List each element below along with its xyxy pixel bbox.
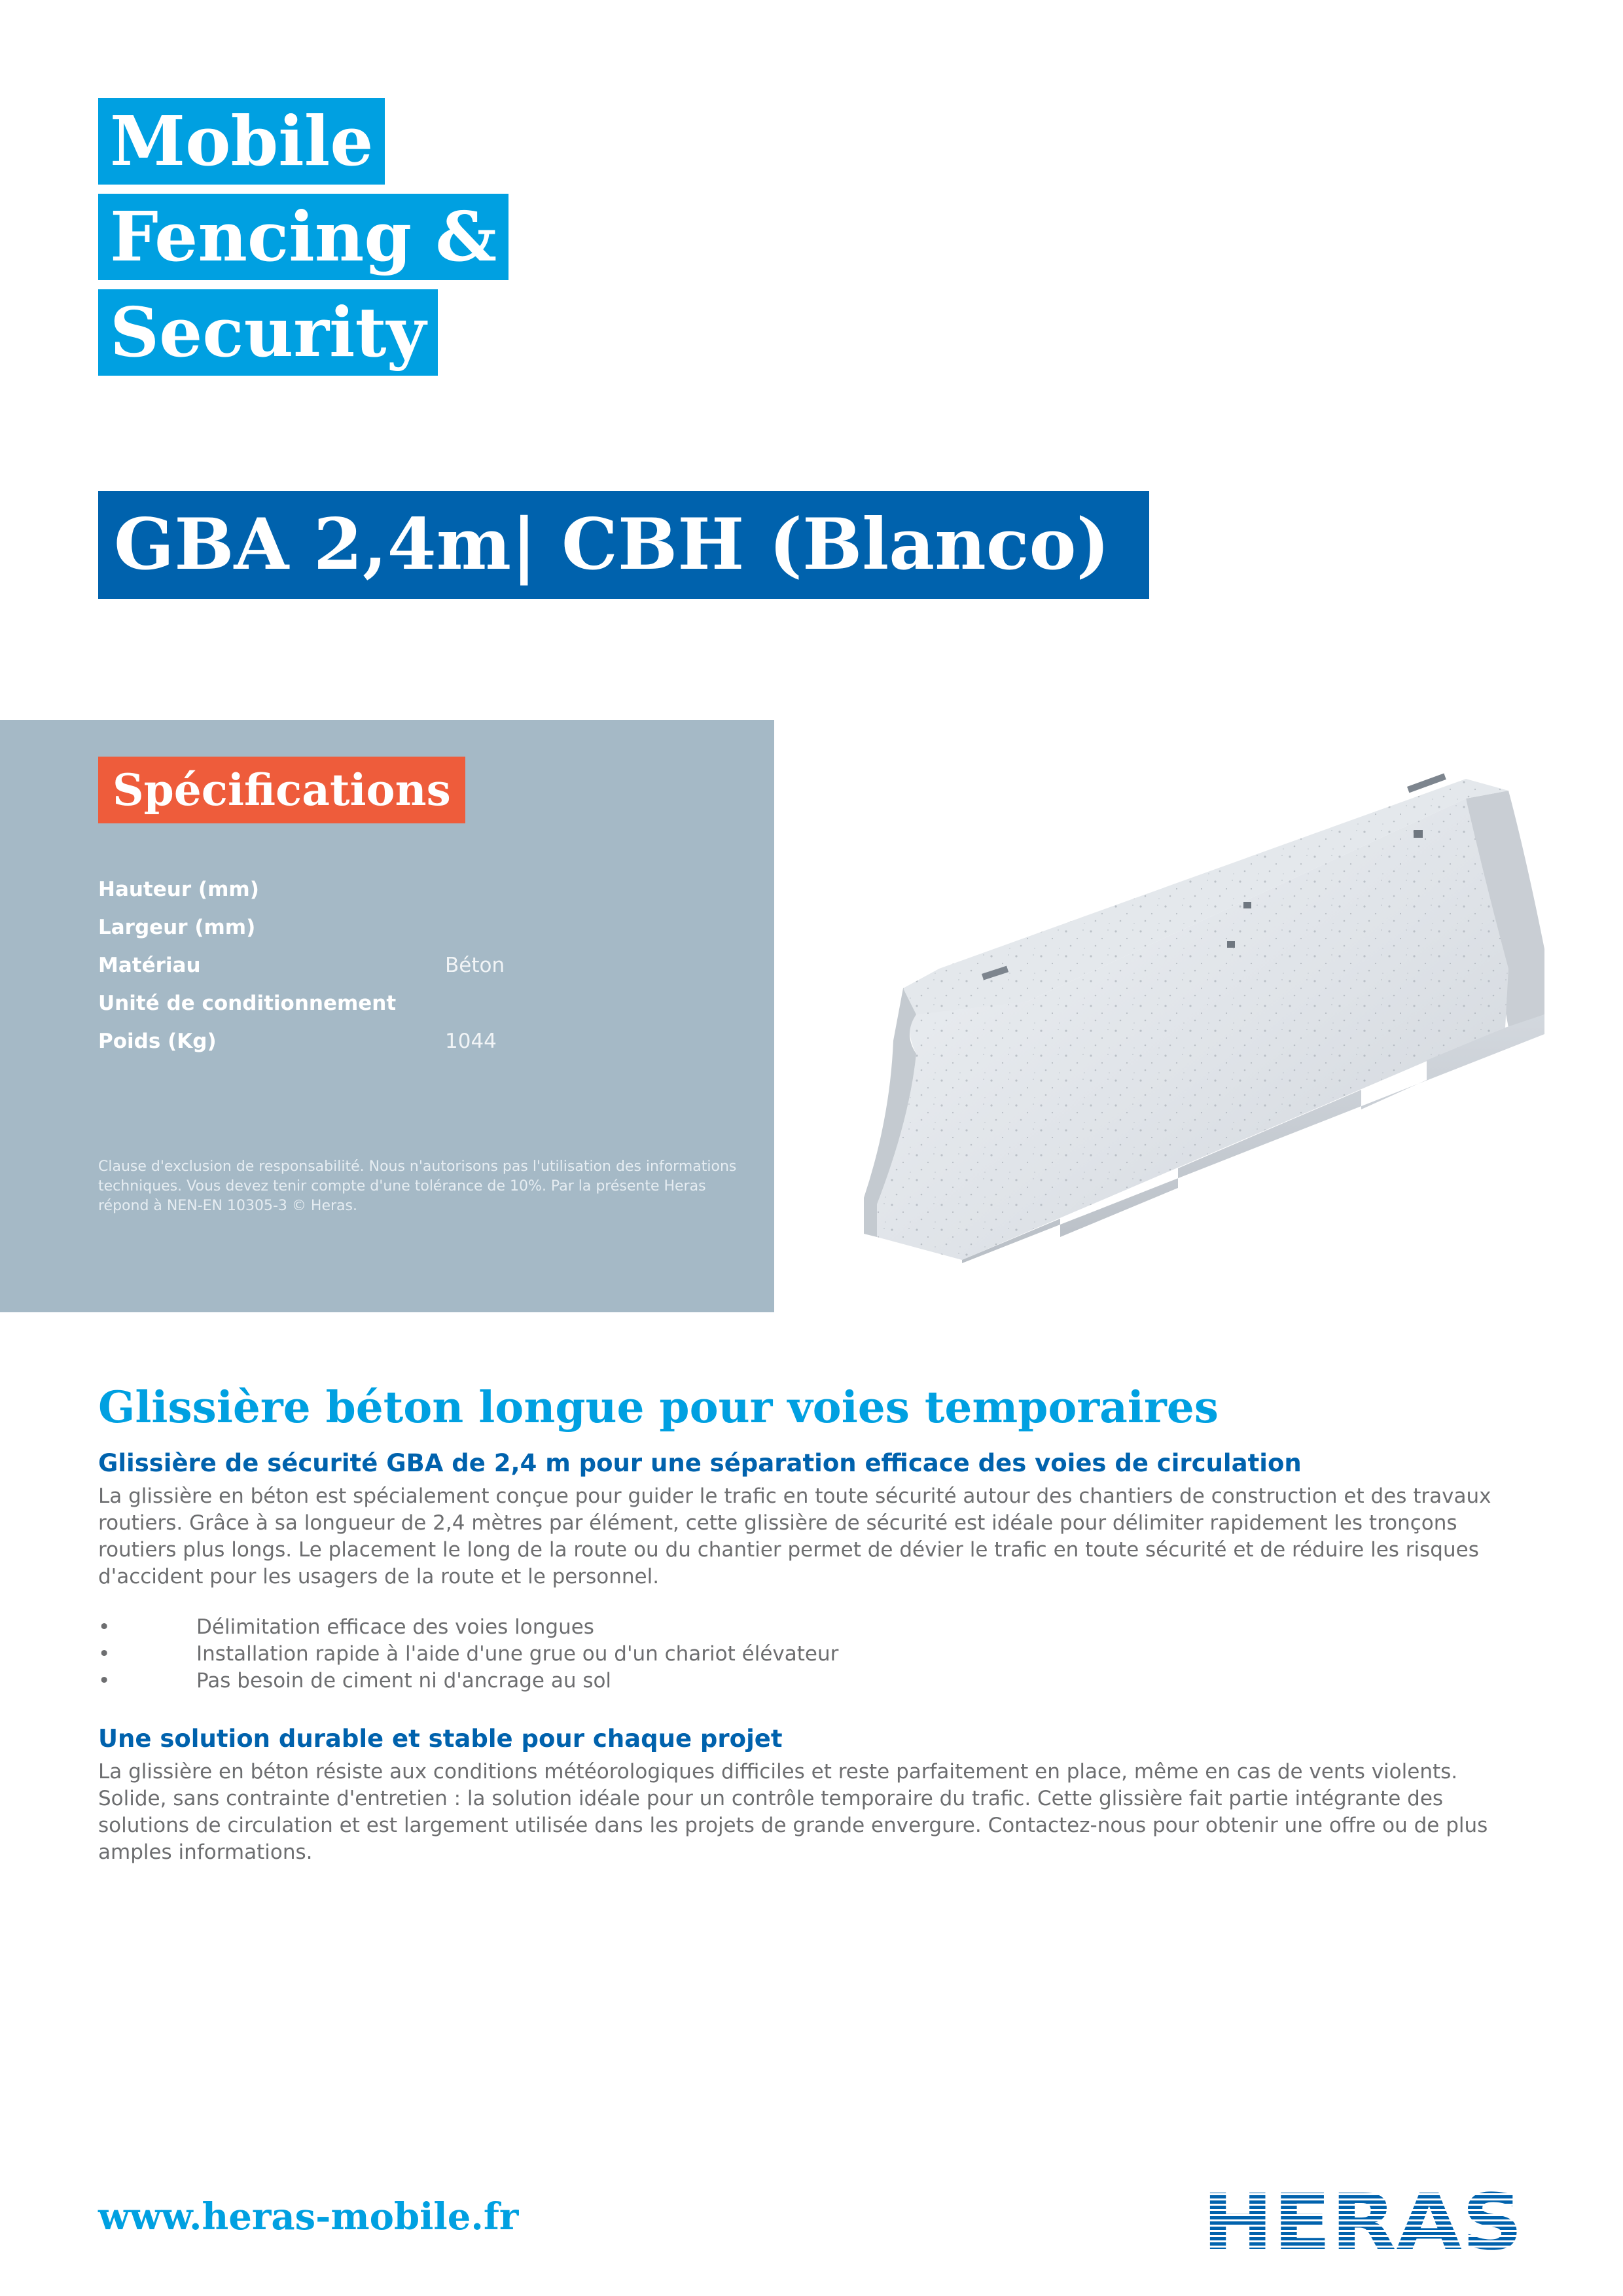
brand-block	[98, 98, 508, 385]
bullet-icon: •	[98, 1615, 111, 1639]
spec-label-width: Largeur (mm)	[98, 916, 256, 939]
heras-logo	[1201, 2190, 1525, 2255]
feature-list	[98, 1614, 1525, 1695]
feature-text: Délimitation efficace des voies longues	[196, 1615, 594, 1639]
spec-value-weight: 1044	[445, 1030, 497, 1053]
section2-body: La glissière en béton résiste aux conditions météorologiques difficiles et reste parfaitement en place, même en cas de vents violents. Solide, sans contrainte d'entretien : la solution idéale pour un contrôle temporaire du trafic. Cette glissière fait partie intégrante des solutions de circulation et est largement utilisée dans les projets de grande envergure. Contactez-nous pour obtenir une offre ou de plus amples informations.	[98, 1760, 1488, 1864]
spec-heading: Spécifications	[98, 757, 465, 823]
product-title: GBA 2,4m| CBH (Blanco)	[98, 491, 1149, 599]
section2-subtitle: Une solution durable et stable pour chaque projet	[98, 1725, 783, 1753]
spec-row	[98, 984, 687, 1022]
spec-row	[98, 1022, 687, 1060]
concrete-barrier-image	[864, 753, 1558, 1263]
section1-subtitle: Glissière de sécurité GBA de 2,4 m pour une séparation efficace des voies de circulation	[98, 1449, 1302, 1477]
spec-label-material: Matériau	[98, 954, 201, 977]
spec-row	[98, 946, 687, 984]
spec-label-height: Hauteur (mm)	[98, 878, 259, 901]
feature-text: Installation rapide à l'aide d'une grue ou d'un chariot élévateur	[196, 1642, 839, 1666]
main-title: Glissière béton longue pour voies temporaires	[98, 1382, 1219, 1433]
bullet-icon: •	[98, 1642, 111, 1666]
brand-line-2: Fencing &	[98, 194, 508, 280]
spec-label-weight: Poids (Kg)	[98, 1030, 217, 1053]
brand-line-3: Security	[98, 289, 438, 376]
list-item	[98, 1614, 1525, 1641]
bullet-icon: •	[98, 1669, 111, 1693]
feature-text: Pas besoin de ciment ni d'ancrage au sol	[196, 1669, 612, 1693]
svg-text:HERAS: HERAS	[1202, 2190, 1523, 2255]
spec-value-material: Béton	[445, 954, 505, 977]
list-item	[98, 1668, 1525, 1695]
spec-panel	[0, 720, 774, 1312]
section1-body: La glissière en béton est spécialement conçue pour guider le trafic en toute sécurité autour des chantiers de construction et des travaux routiers. Grâce à sa longueur de 2,4 mètres par élément, cette glissière de sécurité est idéale pour délimiter rapidement les tronçons routiers plus longs. Le placement le long de la route ou du chantier permet de dévier le trafic en toute sécurité et de réduire les risques d'accident pour les usagers de la route et le personnel.	[98, 1484, 1491, 1588]
spec-label-packaging: Unité de conditionnement	[98, 992, 397, 1015]
main-content	[98, 1374, 1525, 1866]
brand-line-1: Mobile	[98, 98, 385, 185]
list-item	[98, 1641, 1525, 1668]
spec-row	[98, 908, 687, 946]
website-link[interactable]: www.heras-mobile.fr	[98, 2195, 519, 2238]
disclaimer-text: Clause d'exclusion de responsabilité. Nous n'autorisons pas l'utilisation des informations techniques. Vous devez tenir compte d'une tolérance de 10%. Par la présente Heras répond à NEN-EN 10305-3 © Heras.	[98, 1158, 737, 1214]
spec-table	[98, 870, 687, 1060]
spec-row	[98, 870, 687, 908]
